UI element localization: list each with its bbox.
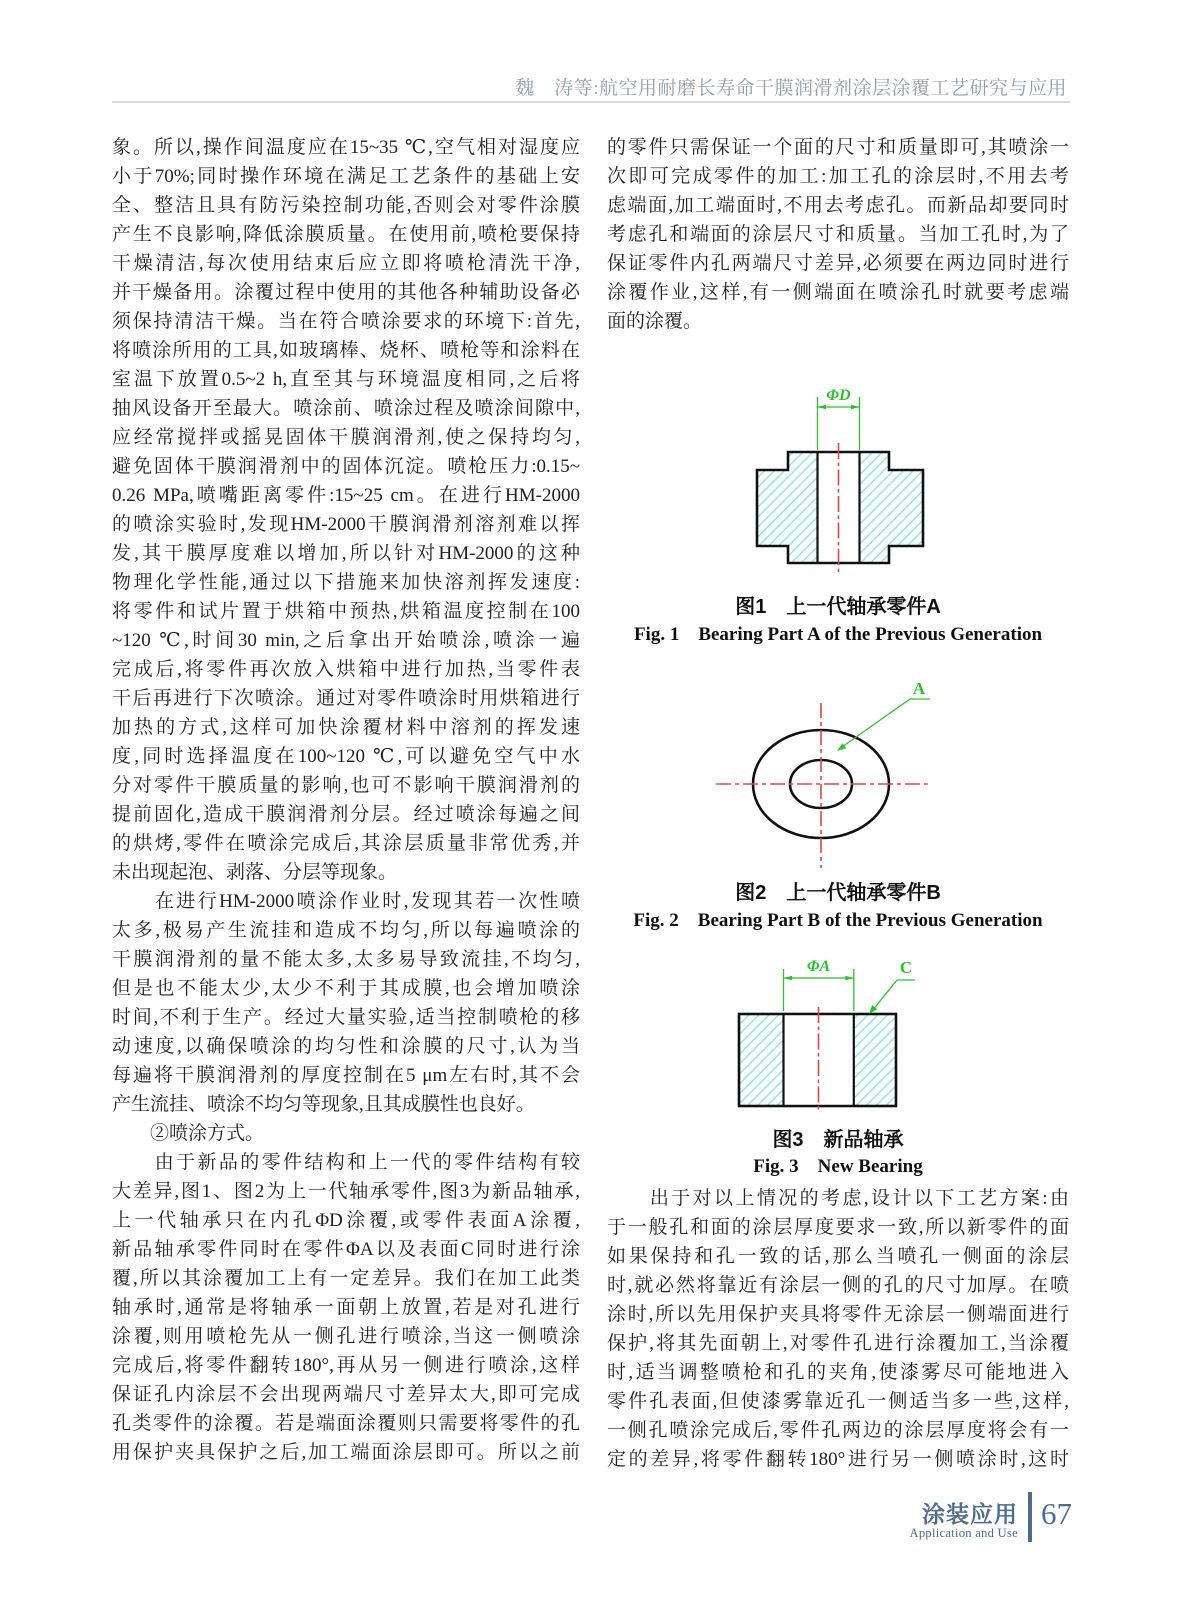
dim-arrow-right <box>845 976 854 980</box>
text-line: 发,其干膜厚度难以增加,所以针对HM-2000的这种 <box>112 543 580 564</box>
surface-label-a: A <box>912 679 926 698</box>
text-line: 考虑孔和端面的涂层尺寸和质量。当加工孔时,为了 <box>607 224 1069 245</box>
text-line: 如果保持和孔一致的话,那么当喷孔一侧面的涂层 <box>607 1246 1069 1267</box>
text-line: 完成后,将零件再次放入烘箱中进行加热,当零件表 <box>112 659 580 680</box>
text-line: 并干燥备用。涂覆过程中使用的其他各种辅助设备必 <box>112 282 580 303</box>
text-line: 的烘烤,零件在喷涂完成后,其涂层质量非常优秀,并 <box>112 833 580 854</box>
figure-2-caption-en: Fig. 2 Bearing Part B of the Previous Generation <box>633 910 1043 931</box>
text-line: 保护,将其先面朝上,对零件孔进行涂覆加工,当涂覆 <box>607 1333 1069 1354</box>
text-line: ②喷涂方式。 <box>112 1123 265 1144</box>
text-line: 上一代轴承只在内孔ΦD涂覆,或零件表面A涂覆, <box>112 1210 580 1231</box>
text-line: 虑端面,加工端面时,不用去考虑孔。而新品却要同时 <box>607 195 1069 216</box>
dimension-phi-d <box>818 397 860 450</box>
figure-2-caption-zh: 图2 上一代轴承零件B <box>735 882 941 904</box>
figure-1-drawing <box>700 372 990 584</box>
text-line: 于一般孔和面的涂层厚度要求一致,所以新零件的面 <box>607 1217 1069 1238</box>
text-line: 象。所以,操作间温度应在15~35 ℃,空气相对湿度应 <box>112 137 580 158</box>
footer-section-title-en: Application and Use <box>909 1526 1018 1540</box>
text-line: 涂覆,则用喷枪先从一侧孔进行喷涂,当这一侧喷涂 <box>112 1326 580 1347</box>
text-line: 0.26 MPa,喷嘴距离零件:15~25 cm。在进行HM-2000 <box>112 485 580 506</box>
text-line: 次即可完成零件的加工:加工孔的涂层时,不用去考 <box>607 166 1069 187</box>
text-line: 保证孔内涂层不会出现两端尺寸差异太大,即可完成 <box>112 1384 580 1405</box>
text-line: 新品轴承零件同时在零件ΦA以及表面C同时进行涂 <box>112 1239 580 1260</box>
text-line: 干膜润滑剂的量不能太多,太多易导致流挂,不均匀, <box>112 949 580 970</box>
text-line: 保证零件内孔两端尺寸差异,必须要在两边同时进行 <box>607 253 1069 274</box>
text-line: 覆,所以其涂覆加工上有一定差异。我们在加工此类 <box>112 1268 580 1289</box>
footer-divider-bar <box>1028 1492 1032 1542</box>
figure-3-drawing <box>715 945 950 1120</box>
surface-label-c: C <box>899 958 913 977</box>
text-line: 的零件只需保证一个面的尺寸和质量即可,其喷涂一 <box>607 137 1069 158</box>
left-column <box>112 133 580 1467</box>
dim-label-phi-d: ΦD <box>826 387 851 404</box>
text-line: 产生不良影响,降低涂膜质量。在使用前,喷枪要保持 <box>112 224 580 245</box>
dim-label-phi-a: ΦA <box>806 958 831 975</box>
text-line: 须保持清洁干燥。当在符合喷涂要求的环境下:首先, <box>112 311 580 332</box>
right-column-top <box>607 133 1069 336</box>
text-line: 孔类零件的涂覆。若是端面涂覆则只需要将零件的孔 <box>112 1413 580 1434</box>
figure-1-caption-zh: 图1 上一代轴承零件A <box>735 596 941 618</box>
text-line: 涂时,所以先用保护夹具将零件无涂层一侧端面进行 <box>607 1304 1069 1325</box>
dim-arrow-left <box>784 976 793 980</box>
dim-arrow-left <box>818 405 827 409</box>
text-line: 出于对以上情况的考虑,设计以下工艺方案:由 <box>607 1188 1069 1209</box>
page-number: 67 <box>1041 1496 1072 1531</box>
text-line: 大差异,图1、图2为上一代轴承零件,图3为新品轴承, <box>112 1181 580 1202</box>
text-line: 用保护夹具保护之后,加工端面涂层即可。所以之前 <box>112 1442 580 1463</box>
text-line: 零件孔表面,但使漆雾靠近孔一侧适当多一些,这样, <box>607 1391 1069 1412</box>
figure-1-caption-en: Fig. 1 Bearing Part A of the Previous Generation <box>633 624 1043 645</box>
footer-section-title-cn: 涂装应用 <box>922 1501 1018 1527</box>
dimension-phi-a <box>784 969 854 1011</box>
text-line: 将零件和试片置于烘箱中预热,烘箱温度控制在100 <box>112 601 580 622</box>
header-rule <box>112 101 1070 103</box>
text-line: ~120 ℃,时间30 min,之后拿出开始喷涂,喷涂一遍 <box>112 630 580 651</box>
text-line: 涂覆作业,这样,有一侧端面在喷涂孔时就要考虑端 <box>607 282 1069 303</box>
text-line: 产生流挂、喷涂不均匀等现象,且其成膜性也良好。 <box>112 1094 535 1115</box>
figure-3-caption-zh: 图3 新品轴承 <box>772 1129 904 1151</box>
text-line: 时间,不利于生产。经过大量实验,适当控制喷枪的移 <box>112 1007 580 1028</box>
text-line: 将喷涂所用的工具,如玻璃棒、烧杯、喷枪等和涂料在 <box>112 340 580 361</box>
text-line: 太多,极易产生流挂和造成不均匀,所以每遍喷涂的 <box>112 920 580 941</box>
text-line: 时,适当调整喷枪和孔的夹角,使漆雾尽可能地进入 <box>607 1362 1069 1383</box>
text-line: 干燥清洁,每次使用结束后应立即将喷枪清洗干净, <box>112 253 580 274</box>
text-line: 物理化学性能,通过以下措施来加快溶剂挥发速度: <box>112 572 580 593</box>
figure-3-caption-en: Fig. 3 New Bearing <box>753 1156 923 1177</box>
text-line: 分对零件干膜质量的影响,也可不影响干膜润滑剂的 <box>112 775 580 796</box>
text-line: 的喷涂实验时,发现HM-2000干膜润滑剂溶剂难以挥 <box>112 514 580 535</box>
text-line: 轴承时,通常是将轴承一面朝上放置,若是对孔进行 <box>112 1297 580 1318</box>
text-line: 小于70%;同时操作环境在满足工艺条件的基础上安 <box>112 166 580 187</box>
text-line: 定的差异,将零件翻转180°进行另一侧喷涂时,这时 <box>607 1449 1069 1470</box>
text-line: 干后再进行下次喷涂。通过对零件喷涂时用烘箱进行 <box>112 688 580 709</box>
text-line: 全、整洁且具有防污染控制功能,否则会对零件涂膜 <box>112 195 580 216</box>
dim-arrow-right <box>851 405 860 409</box>
text-line: 加热的方式,这样可加快涂覆材料中溶剂的挥发速 <box>112 717 580 738</box>
text-line: 一侧孔喷涂完成后,零件孔两边的涂层厚度将会有一 <box>607 1420 1069 1441</box>
text-line: 未出现起泡、剥落、分层等现象。 <box>112 862 398 883</box>
text-line: 动速度,以确保喷涂的均匀性和涂膜的尺寸,认为当 <box>112 1036 580 1057</box>
running-title: 魏 涛等:航空用耐磨长寿命干膜润滑剂涂层涂覆工艺研究与应用 <box>515 78 1067 99</box>
text-line: 由于新品的零件结构和上一代的零件结构有较 <box>112 1152 580 1173</box>
text-line: 应经常搅拌或摇晃固体干膜润滑剂,使之保持均匀, <box>112 427 580 448</box>
text-line: 室温下放置0.5~2 h,直至其与环境温度相同,之后将 <box>112 369 580 390</box>
text-line: 度,同时选择温度在100~120 ℃,可以避免空气中水 <box>112 746 580 767</box>
text-line: 抽风设备开至最大。喷涂前、喷涂过程及喷涂间隙中, <box>112 398 580 419</box>
right-column-bottom <box>607 1184 1069 1474</box>
text-line: 提前固化,造成干膜润滑剂分层。经过喷涂每遍之间 <box>112 804 580 825</box>
text-line: 面的涂覆。 <box>607 311 703 332</box>
text-line: 避免固体干膜润滑剂中的固体沉淀。喷枪压力:0.15~ <box>112 456 580 477</box>
leader-surface-c <box>872 980 915 1011</box>
text-line: 时,就必然将靠近有涂层一侧的孔的尺寸加厚。在喷 <box>607 1275 1069 1296</box>
text-line: 完成后,将零件翻转180°,再从另一侧进行喷涂,这样 <box>112 1355 580 1376</box>
text-line: 在进行HM-2000喷涂作业时,发现其若一次性喷 <box>112 891 580 912</box>
text-line: 但是也不能太少,太少不利于其成膜,也会增加喷涂 <box>112 978 580 999</box>
text-line: 每遍将干膜润滑剂的厚度控制在5 μm左右时,其不会 <box>112 1065 580 1086</box>
figure-2-drawing <box>690 668 955 883</box>
